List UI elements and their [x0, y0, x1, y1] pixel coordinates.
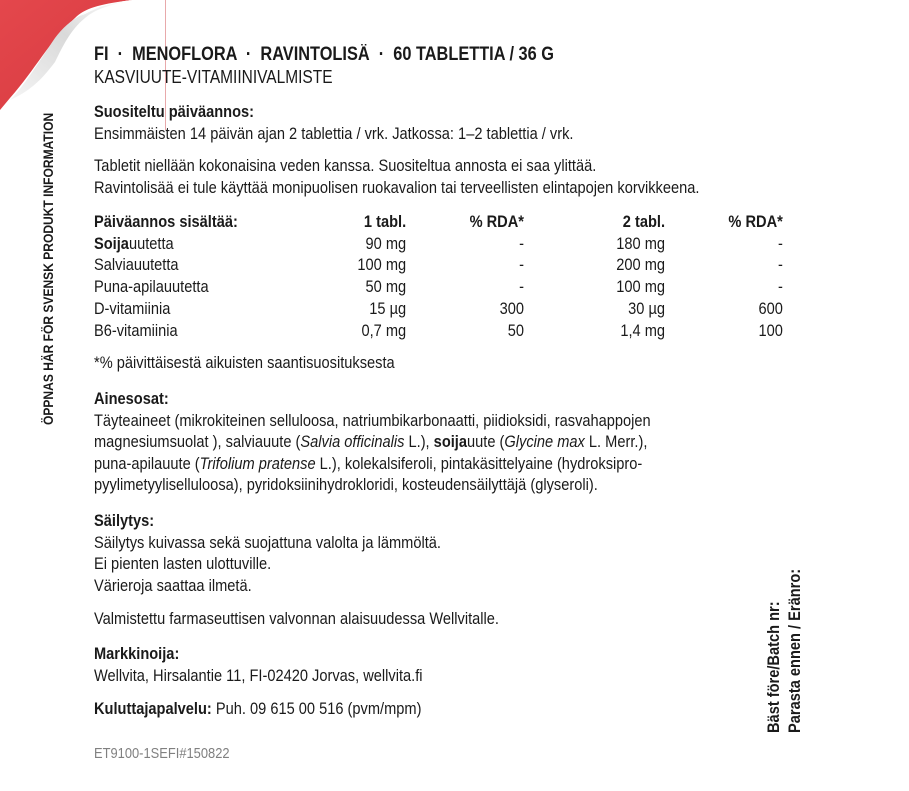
row-name: Puna-apilauutetta: [94, 277, 209, 297]
marketer-heading: Markkinoija:: [94, 644, 180, 663]
col-header-rda-1: % RDA*: [469, 212, 524, 231]
ingredients-line-4: pyylimetyyliselluloosa), pyridoksiinihydrokloridi, kosteudensäilyttäjä (glyseroli).: [94, 475, 598, 494]
storage-line-2: Ei pienten lasten ulottuville.: [94, 554, 272, 573]
storage-line-1: Säilytys kuivassa sekä suojattuna valolta ja lämmöltä.: [94, 532, 441, 552]
storage-section: [94, 510, 441, 596]
batch-info-side-label: [763, 569, 805, 733]
row-name: B6-vitamiinia: [94, 320, 178, 340]
row-rda-1: -: [519, 255, 524, 275]
row-2-tabl: 200 mg: [616, 255, 666, 275]
storage-line-3: Värieroja saattaa ilmetä.: [94, 575, 252, 595]
table-row: [94, 276, 783, 298]
row-1-tabl: 50 mg: [365, 277, 407, 297]
customer-service-label: Kuluttajapalvelu:: [94, 699, 212, 718]
row-rda-2: -: [777, 233, 783, 253]
table-row: [94, 320, 783, 342]
nutrition-table-wrap: [94, 211, 783, 374]
col-header-1-tabl: 1 tabl.: [363, 212, 407, 231]
row-1-tabl: 100 mg: [357, 255, 407, 275]
row-name: Salviauutetta: [94, 255, 179, 275]
col-header-2-tabl: 2 tabl.: [622, 212, 666, 231]
row-rda-1: -: [519, 233, 524, 253]
row-rda-1: 300: [499, 298, 524, 318]
instructions-section: [94, 155, 699, 198]
row-2-tabl: 180 mg: [616, 233, 666, 253]
dosage-heading: Suositeltu päiväannos:: [94, 102, 255, 121]
ingredients-heading: Ainesosat:: [94, 389, 169, 408]
footer-code: ET9100-1SEFI#150822: [94, 745, 230, 762]
ingredients-line-1: Täyteaineet (mikrokiteinen selluloosa, natriumbikarbonaatti, piidioksidi, rasvahappojen: [94, 410, 651, 430]
row-name-bold: Soija: [94, 233, 129, 253]
product-subtitle: KASVIUUTE-VITAMIINIVALMISTE: [94, 67, 333, 87]
table-row: [94, 233, 783, 255]
row-2-tabl: 1,4 mg: [620, 320, 666, 340]
instructions-line-2: Ravintolisää ei tule käyttää monipuolisen ruokavalion tai terveellisten elintapojen korvikkeena.: [94, 177, 700, 197]
row-rda-1: 50: [507, 320, 524, 340]
row-1-tabl: 0,7 mg: [361, 320, 407, 340]
row-rda-2: -: [777, 255, 783, 275]
row-name: D-vitamiinia: [94, 298, 171, 318]
row-2-tabl: 100 mg: [616, 277, 666, 297]
manufactured-text: Valmistettu farmaseuttisen valvonnan alaisuudessa Wellvitalle.: [94, 609, 499, 628]
row-rda-2: 600: [758, 298, 783, 318]
customer-service: [94, 698, 421, 720]
instructions-line-1: Tabletit niellään kokonaisina veden kanssa. Suositeltua annosta ei saa ylittää.: [94, 156, 597, 175]
marketer-text: Wellvita, Hirsalantie 11, FI-02420 Jorvas, wellvita.fi: [94, 665, 423, 685]
row-1-tabl: 15 µg: [369, 298, 407, 318]
ingredients-line-3: puna-apilauute (Trifolium pratense L.), kolekalsiferoli, pintakäsittelyaine (hydroksipro-: [94, 453, 643, 473]
row-rda-1: -: [519, 277, 524, 297]
header: [94, 44, 554, 88]
row-rda-2: 100: [758, 320, 783, 340]
rda-footnote: *% päivittäisestä aikuisten saantisuosituksesta: [94, 353, 395, 373]
dosage-text: Ensimmäisten 14 päivän ajan 2 tablettia / vrk. Jatkossa: 1–2 tablettia / vrk.: [94, 123, 574, 143]
col-header-content: Päiväannos sisältää:: [94, 212, 238, 231]
batch-line-1: Bäst före/Batch nr:: [764, 601, 783, 733]
row-rda-2: -: [777, 277, 783, 297]
dosage-section: [94, 101, 573, 144]
product-title: FI · MENOFLORA · RAVINTOLISÄ · 60 TABLETTIA / 36 G: [94, 44, 554, 65]
col-header-rda-2: % RDA*: [728, 212, 783, 231]
ingredients-section: [94, 388, 651, 496]
table-row: [94, 298, 783, 320]
ingredients-line-2: magnesiumsuolat ), salviauute (Salvia officinalis L.), soijauute (Glycine max L. Merr.),: [94, 432, 648, 451]
table-header-row: [94, 211, 783, 233]
batch-line-2: Parasta ennen / Eränro:: [785, 568, 804, 733]
swedish-info-side-label: ÖPPNAS HÄR FÖR SVENSK PRODUKT INFORMATION: [40, 112, 56, 425]
row-1-tabl: 90 mg: [365, 233, 407, 253]
table-row: [94, 254, 783, 276]
storage-heading: Säilytys:: [94, 511, 155, 530]
marketer-section: [94, 643, 423, 686]
nutrition-table: [94, 211, 783, 341]
customer-service-text: Puh. 09 615 00 516 (pvm/mpm): [211, 699, 422, 718]
row-name: uutetta: [128, 233, 174, 253]
row-2-tabl: 30 µg: [628, 298, 666, 318]
